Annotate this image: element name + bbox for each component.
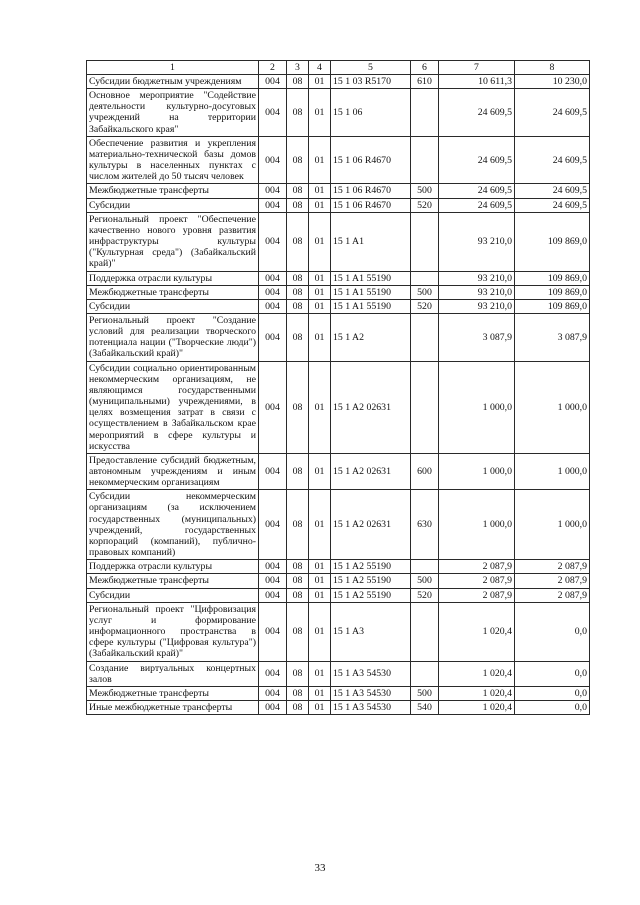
amount-year2-cell: 0,0: [515, 686, 590, 700]
target-article-cell: 15 1 A2 02631: [331, 453, 411, 489]
amount-year1-cell: 1 000,0: [439, 453, 515, 489]
amount-year2-cell: 109 869,0: [515, 212, 590, 271]
expense-type-cell: 610: [411, 75, 439, 89]
amount-year2-cell: 2 087,9: [515, 574, 590, 588]
ministry-code-cell: 004: [259, 184, 287, 198]
item-name-cell: Основное мероприятие "Содействие деятельности культурно-досуговых учреждений на территории Забайкальского края": [87, 89, 259, 137]
item-name-cell: Региональный проект "Цифровизация услуг и формирование информационного пространства в сфере культуры ("Цифровая культура") (Забайкальский край)": [87, 602, 259, 661]
ministry-code-cell: 004: [259, 198, 287, 212]
section-code-cell: 08: [287, 490, 309, 560]
amount-year1-cell: 2 087,9: [439, 560, 515, 574]
amount-year1-cell: 93 210,0: [439, 285, 515, 299]
target-article-cell: 15 1 A2 55190: [331, 574, 411, 588]
item-name-cell: Субсидии: [87, 198, 259, 212]
subsection-code-cell: 01: [309, 75, 331, 89]
amount-year2-cell: 24 609,5: [515, 184, 590, 198]
section-code-cell: 08: [287, 184, 309, 198]
section-code-cell: 08: [287, 75, 309, 89]
column-header: 8: [515, 61, 590, 75]
ministry-code-cell: 004: [259, 661, 287, 686]
section-code-cell: 08: [287, 602, 309, 661]
target-article-cell: 15 1 A1 55190: [331, 299, 411, 313]
section-code-cell: 08: [287, 700, 309, 714]
amount-year2-cell: 24 609,5: [515, 89, 590, 137]
ministry-code-cell: 004: [259, 271, 287, 285]
amount-year2-cell: 2 087,9: [515, 560, 590, 574]
subsection-code-cell: 01: [309, 361, 331, 453]
target-article-cell: 15 1 A3: [331, 602, 411, 661]
section-code-cell: 08: [287, 453, 309, 489]
amount-year1-cell: 24 609,5: [439, 184, 515, 198]
section-code-cell: 08: [287, 574, 309, 588]
ministry-code-cell: 004: [259, 574, 287, 588]
expense-type-cell: [411, 89, 439, 137]
amount-year2-cell: 24 609,5: [515, 198, 590, 212]
table-row: [87, 661, 590, 686]
ministry-code-cell: 004: [259, 299, 287, 313]
section-code-cell: 08: [287, 661, 309, 686]
amount-year1-cell: 3 087,9: [439, 313, 515, 361]
amount-year2-cell: 109 869,0: [515, 299, 590, 313]
item-name-cell: Иные межбюджетные трансферты: [87, 700, 259, 714]
item-name-cell: Обеспечение развития и укрепления материально-технической базы домов культуры в населенных пунктах с числом жителей до 50 тысяч человек: [87, 136, 259, 184]
item-name-cell: Субсидии некоммерческим организациям (за исключением государственных (муниципальных) учреждений, государственных корпораций (компаний), публично-правовых компаний): [87, 490, 259, 560]
target-article-cell: 15 1 06 R4670: [331, 136, 411, 184]
table-row: [87, 453, 590, 489]
target-article-cell: 15 1 A3 54530: [331, 686, 411, 700]
amount-year2-cell: 1 000,0: [515, 361, 590, 453]
amount-year1-cell: 24 609,5: [439, 198, 515, 212]
expense-type-cell: 520: [411, 198, 439, 212]
item-name-cell: Субсидии социально ориентированным некоммерческим организациям, не являющимся государственными (муниципальными) учреждениями, в целях возмещения затрат в связи с осуществлением в Забайкальском крае мероприятий в сфере культуры и искусства: [87, 361, 259, 453]
ministry-code-cell: 004: [259, 89, 287, 137]
table-row: [87, 574, 590, 588]
amount-year1-cell: 2 087,9: [439, 574, 515, 588]
table-body: [87, 75, 590, 715]
amount-year1-cell: 2 087,9: [439, 588, 515, 602]
section-code-cell: 08: [287, 136, 309, 184]
item-name-cell: Межбюджетные трансферты: [87, 184, 259, 198]
section-code-cell: 08: [287, 285, 309, 299]
expense-type-cell: 500: [411, 574, 439, 588]
section-code-cell: 08: [287, 271, 309, 285]
item-name-cell: Поддержка отрасли культуры: [87, 271, 259, 285]
subsection-code-cell: 01: [309, 198, 331, 212]
item-name-cell: Субсидии бюджетным учреждениям: [87, 75, 259, 89]
amount-year2-cell: 0,0: [515, 602, 590, 661]
amount-year1-cell: 10 611,3: [439, 75, 515, 89]
expense-type-cell: 520: [411, 299, 439, 313]
target-article-cell: 15 1 A2 02631: [331, 361, 411, 453]
table-row: [87, 588, 590, 602]
subsection-code-cell: 01: [309, 285, 331, 299]
ministry-code-cell: 004: [259, 136, 287, 184]
ministry-code-cell: 004: [259, 75, 287, 89]
subsection-code-cell: 01: [309, 299, 331, 313]
column-header: 1: [87, 61, 259, 75]
table-row: [87, 299, 590, 313]
column-header: 4: [309, 61, 331, 75]
section-code-cell: 08: [287, 560, 309, 574]
amount-year1-cell: 24 609,5: [439, 136, 515, 184]
subsection-code-cell: 01: [309, 136, 331, 184]
table-row: [87, 602, 590, 661]
expense-type-cell: [411, 271, 439, 285]
subsection-code-cell: 01: [309, 560, 331, 574]
column-header: 2: [259, 61, 287, 75]
amount-year2-cell: 3 087,9: [515, 313, 590, 361]
table-row: [87, 560, 590, 574]
section-code-cell: 08: [287, 89, 309, 137]
ministry-code-cell: 004: [259, 361, 287, 453]
target-article-cell: 15 1 A2 55190: [331, 560, 411, 574]
item-name-cell: Поддержка отрасли культуры: [87, 560, 259, 574]
amount-year1-cell: 1 020,4: [439, 602, 515, 661]
ministry-code-cell: 004: [259, 602, 287, 661]
amount-year2-cell: 0,0: [515, 661, 590, 686]
subsection-code-cell: 01: [309, 700, 331, 714]
section-code-cell: 08: [287, 686, 309, 700]
amount-year1-cell: 93 210,0: [439, 271, 515, 285]
amount-year1-cell: 24 609,5: [439, 89, 515, 137]
subsection-code-cell: 01: [309, 271, 331, 285]
section-code-cell: 08: [287, 313, 309, 361]
ministry-code-cell: 004: [259, 700, 287, 714]
target-article-cell: 15 1 A1 55190: [331, 271, 411, 285]
ministry-code-cell: 004: [259, 560, 287, 574]
table-row: [87, 271, 590, 285]
expense-type-cell: 500: [411, 184, 439, 198]
target-article-cell: 15 1 A2 02631: [331, 490, 411, 560]
target-article-cell: 15 1 A3 54530: [331, 661, 411, 686]
expense-type-cell: 540: [411, 700, 439, 714]
expense-type-cell: 630: [411, 490, 439, 560]
item-name-cell: Субсидии: [87, 588, 259, 602]
amount-year2-cell: 109 869,0: [515, 271, 590, 285]
item-name-cell: Создание виртуальных концертных залов: [87, 661, 259, 686]
amount-year1-cell: 1 020,4: [439, 700, 515, 714]
target-article-cell: 15 1 03 R5170: [331, 75, 411, 89]
table-row: [87, 700, 590, 714]
target-article-cell: 15 1 06 R4670: [331, 198, 411, 212]
section-code-cell: 08: [287, 588, 309, 602]
amount-year2-cell: 2 087,9: [515, 588, 590, 602]
section-code-cell: 08: [287, 299, 309, 313]
ministry-code-cell: 004: [259, 285, 287, 299]
amount-year2-cell: 1 000,0: [515, 453, 590, 489]
expense-type-cell: 500: [411, 686, 439, 700]
subsection-code-cell: 01: [309, 313, 331, 361]
subsection-code-cell: 01: [309, 602, 331, 661]
section-code-cell: 08: [287, 361, 309, 453]
target-article-cell: 15 1 A1 55190: [331, 285, 411, 299]
table-row: [87, 75, 590, 89]
table-row: [87, 198, 590, 212]
column-header: 6: [411, 61, 439, 75]
subsection-code-cell: 01: [309, 89, 331, 137]
subsection-code-cell: 01: [309, 453, 331, 489]
budget-table: [86, 60, 590, 715]
target-article-cell: 15 1 A2 55190: [331, 588, 411, 602]
amount-year1-cell: 93 210,0: [439, 212, 515, 271]
item-name-cell: Межбюджетные трансферты: [87, 574, 259, 588]
item-name-cell: Региональный проект "Создание условий для реализации творческого потенциала нации ("Творческие люди") (Забайкальский край)": [87, 313, 259, 361]
amount-year1-cell: 1 000,0: [439, 361, 515, 453]
amount-year1-cell: 1 000,0: [439, 490, 515, 560]
amount-year1-cell: 93 210,0: [439, 299, 515, 313]
expense-type-cell: [411, 313, 439, 361]
expense-type-cell: [411, 602, 439, 661]
section-code-cell: 08: [287, 198, 309, 212]
amount-year1-cell: 1 020,4: [439, 686, 515, 700]
table-row: [87, 89, 590, 137]
target-article-cell: 15 1 A1: [331, 212, 411, 271]
item-name-cell: Субсидии: [87, 299, 259, 313]
subsection-code-cell: 01: [309, 490, 331, 560]
table-row: [87, 136, 590, 184]
table-row: [87, 212, 590, 271]
subsection-code-cell: 01: [309, 686, 331, 700]
ministry-code-cell: 004: [259, 212, 287, 271]
expense-type-cell: 500: [411, 285, 439, 299]
target-article-cell: 15 1 A3 54530: [331, 700, 411, 714]
page-number: 33: [314, 862, 326, 874]
expense-type-cell: [411, 361, 439, 453]
ministry-code-cell: 004: [259, 453, 287, 489]
table-row: [87, 686, 590, 700]
subsection-code-cell: 01: [309, 661, 331, 686]
expense-type-cell: [411, 212, 439, 271]
table-row: [87, 285, 590, 299]
amount-year2-cell: 1 000,0: [515, 490, 590, 560]
expense-type-cell: [411, 560, 439, 574]
expense-type-cell: 600: [411, 453, 439, 489]
item-name-cell: Предоставление субсидий бюджетным, автономным учреждениям и иным некоммерческим организациям: [87, 453, 259, 489]
amount-year2-cell: 10 230,0: [515, 75, 590, 89]
ministry-code-cell: 004: [259, 686, 287, 700]
amount-year2-cell: 0,0: [515, 700, 590, 714]
subsection-code-cell: 01: [309, 212, 331, 271]
section-code-cell: 08: [287, 212, 309, 271]
expense-type-cell: 520: [411, 588, 439, 602]
ministry-code-cell: 004: [259, 490, 287, 560]
table-row: [87, 313, 590, 361]
column-header: 5: [331, 61, 411, 75]
table-header-row: [87, 61, 590, 75]
table-row: [87, 490, 590, 560]
expense-type-cell: [411, 136, 439, 184]
subsection-code-cell: 01: [309, 184, 331, 198]
subsection-code-cell: 01: [309, 588, 331, 602]
table-row: [87, 361, 590, 453]
amount-year2-cell: 24 609,5: [515, 136, 590, 184]
table-row: [87, 184, 590, 198]
ministry-code-cell: 004: [259, 313, 287, 361]
column-header: 7: [439, 61, 515, 75]
target-article-cell: 15 1 A2: [331, 313, 411, 361]
target-article-cell: 15 1 06: [331, 89, 411, 137]
expense-type-cell: [411, 661, 439, 686]
item-name-cell: Межбюджетные трансферты: [87, 285, 259, 299]
subsection-code-cell: 01: [309, 574, 331, 588]
amount-year2-cell: 109 869,0: [515, 285, 590, 299]
item-name-cell: Межбюджетные трансферты: [87, 686, 259, 700]
item-name-cell: Региональный проект "Обеспечение качественно нового уровня развития инфраструктуры культуры ("Культурная среда") (Забайкальский край)": [87, 212, 259, 271]
ministry-code-cell: 004: [259, 588, 287, 602]
target-article-cell: 15 1 06 R4670: [331, 184, 411, 198]
column-header: 3: [287, 61, 309, 75]
amount-year1-cell: 1 020,4: [439, 661, 515, 686]
